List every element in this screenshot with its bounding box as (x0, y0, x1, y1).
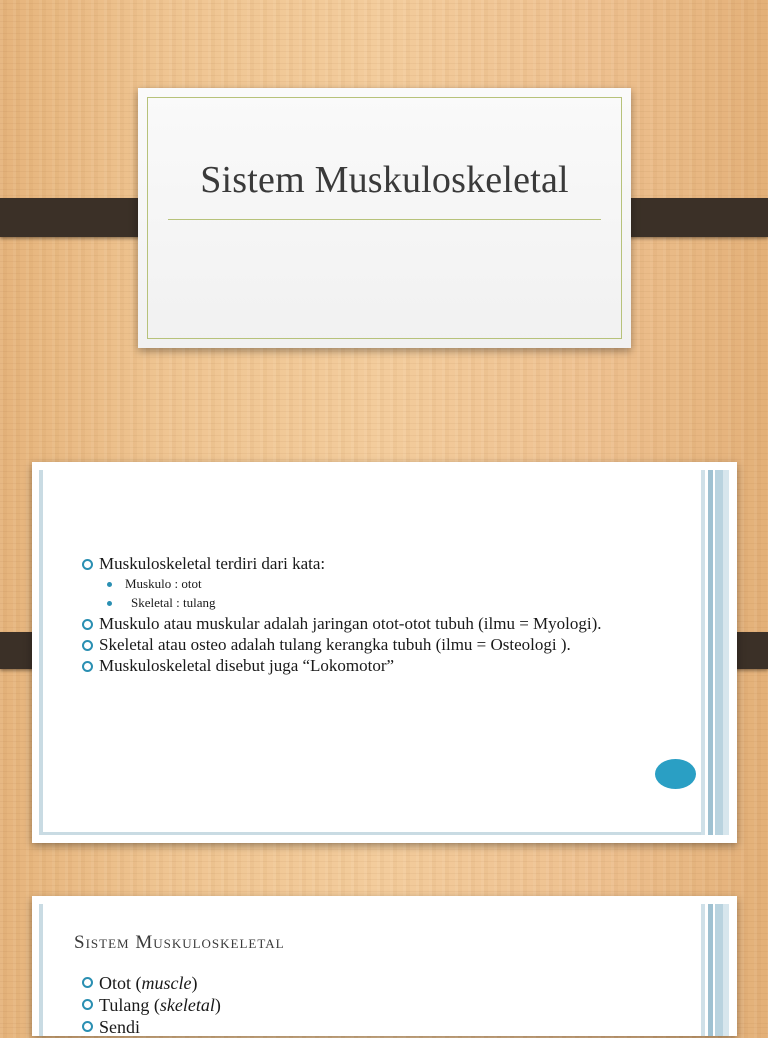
slide-circle-button[interactable] (655, 759, 696, 789)
bullet-list (82, 554, 677, 677)
list-item (82, 635, 677, 654)
list-item-prefix: Otot ( (99, 973, 142, 993)
list-item-prefix: Tulang ( (99, 995, 160, 1015)
list-item-prefix: Sendi (99, 1017, 141, 1037)
band-left-1 (0, 198, 156, 237)
dot-bullet-icon (107, 582, 112, 587)
circle-bullet-icon (82, 640, 93, 651)
list-item (82, 972, 677, 994)
circle-bullet-icon (82, 619, 93, 630)
bottom-border (39, 832, 701, 835)
list-item-text: Muskulo atau muskular adalah jaringan otot-otot tubuh (ilmu = Myologi). (99, 614, 602, 633)
sub-list-item (99, 575, 677, 593)
sub-list (99, 575, 677, 612)
list-item (82, 1016, 677, 1038)
bullet-list (82, 972, 677, 1038)
content-slide[interactable] (32, 462, 737, 843)
sub-list-item-text: Muskulo : otot (125, 576, 202, 591)
circle-bullet-icon (82, 1021, 93, 1032)
list-item-text: Muskuloskeletal terdiri dari kata: (99, 554, 326, 573)
slide-heading: Sistem Muskuloskeletal (74, 932, 285, 953)
list-item-italic: muscle (141, 973, 192, 993)
circle-bullet-icon (82, 999, 93, 1010)
list-item-suffix: ) (214, 995, 221, 1015)
slide-title: Sistem Muskuloskeletal (200, 159, 569, 201)
title-slide[interactable] (138, 88, 631, 348)
list-item (82, 614, 677, 633)
list-item-italic: skeletal (159, 995, 215, 1015)
circle-bullet-icon (82, 559, 93, 570)
band-right-1 (612, 198, 768, 237)
left-border (39, 904, 43, 1036)
side-stripes (701, 470, 729, 835)
list-item (82, 656, 677, 675)
list-item-text: Skeletal atau osteo adalah tulang kerangka tubuh (ilmu = Osteologi ). (99, 635, 571, 654)
side-stripes (701, 904, 729, 1036)
content-slide-2[interactable] (32, 896, 737, 1036)
title-rule (168, 219, 601, 220)
slide-frame (147, 97, 622, 339)
left-border (39, 470, 43, 835)
sub-list-item-text: Skeletal : tulang (131, 595, 216, 610)
sub-list-item (99, 594, 677, 612)
list-item (82, 554, 677, 612)
circle-bullet-icon (82, 977, 93, 988)
circle-bullet-icon (82, 661, 93, 672)
list-item-suffix: ) (191, 973, 198, 993)
dot-bullet-icon (107, 601, 112, 606)
list-item (82, 994, 677, 1016)
list-item-text: Muskuloskeletal disebut juga “Lokomotor” (99, 656, 395, 675)
